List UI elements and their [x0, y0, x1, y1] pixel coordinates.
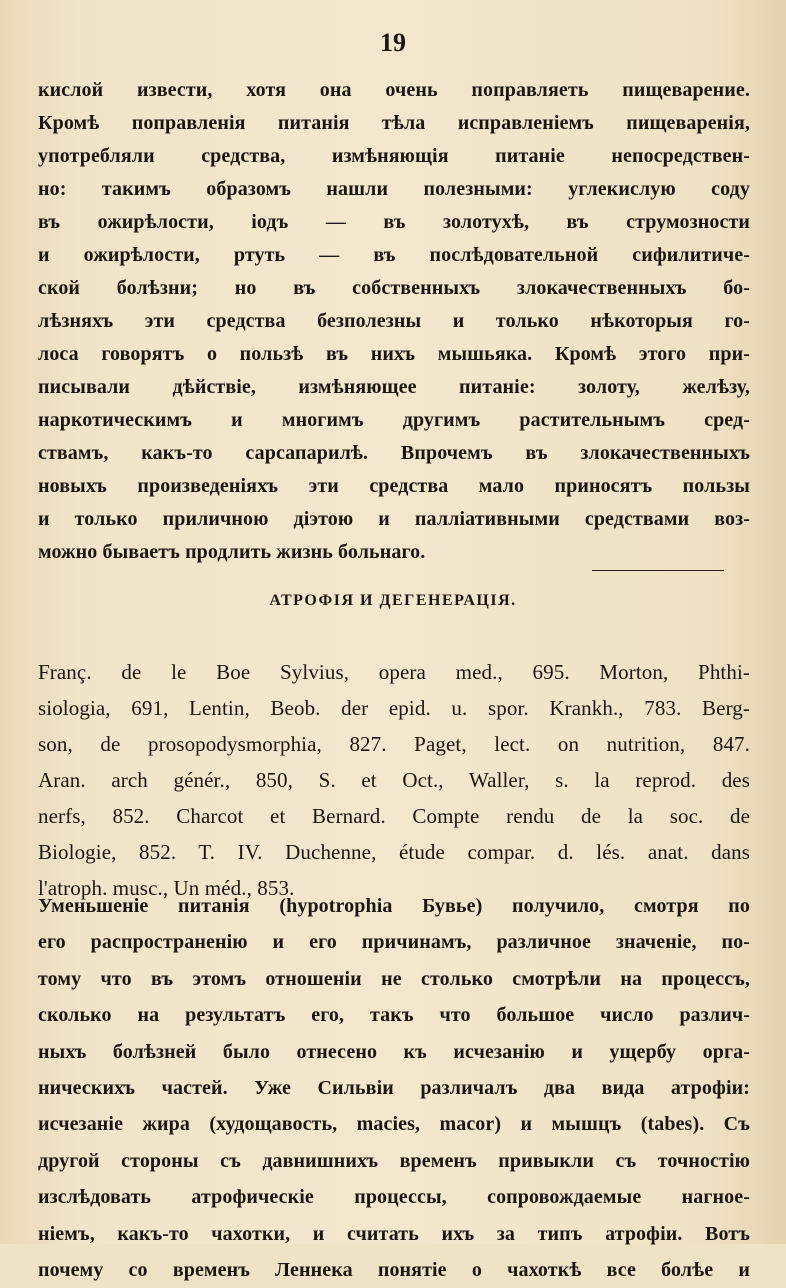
reference-line: son, de prosopodysmorphia, 827. Paget, lect. on nutrition, 847. [38, 732, 750, 756]
text-line: кислой извести, хотя она очень поправляеть пищеварение. [38, 79, 750, 101]
text-line: въ ожирѣлости, іодъ — въ золотухѣ, въ струмозности [38, 211, 750, 233]
text-line: наркотическимъ и многимъ другимъ растительнымъ сред- [38, 409, 750, 431]
text-line: его распространенію и его причинамъ, различное значеніе, по- [38, 931, 750, 954]
reference-line: nerfs, 852. Charcot et Bernard. Compte rendu de la soc. de [38, 804, 750, 828]
text-line: и ожирѣлости, ртуть — въ послѣдовательной сифилитиче- [38, 244, 750, 266]
text-line: писывали дѣйствіе, измѣняющее питаніе: золоту, желѣзу, [38, 376, 750, 398]
text-line: можно бываетъ продлить жизнь больнаго. [38, 541, 426, 563]
text-line: ныхъ болѣзней было отнесено къ исчезанію и ущербу орга- [38, 1040, 750, 1063]
reference-line: l'atroph. musc., Un méd., 853. [38, 876, 295, 900]
text-line: другой стороны съ давнишнихъ временъ привыкли съ точностію [38, 1149, 750, 1172]
reference-line: siologia, 691, Lentin, Beob. der epid. u. spor. Krankh., 783. Berg- [38, 696, 750, 720]
section-divider [592, 570, 724, 571]
text-line: ніемъ, какъ-то чахотки, и считать ихъ за типъ атрофіи. Вотъ [38, 1222, 750, 1245]
text-line: тому что въ этомъ отношеніи не столько смотрѣли на процессъ, [38, 967, 750, 990]
page-number: 19 [380, 28, 406, 57]
text-line: ской болѣзни; но въ собственныхъ злокачественныхъ бо- [38, 277, 750, 299]
text-line: исчезаніе жира (худощавость, macies, macor) и мышцъ (tabes). Съ [38, 1113, 750, 1136]
text-line: употребляли средства, измѣняющія питаніе непосредствен- [38, 145, 750, 167]
reference-line: Biologie, 852. T. IV. Duchenne, étude compar. d. lés. anat. dans [38, 840, 750, 864]
text-line: сколько на результатъ его, такъ что большое число различ- [38, 1004, 750, 1027]
text-line: ствамъ, какъ-то сарсапарилѣ. Впрочемъ въ злокачественныхъ [38, 442, 750, 464]
text-line: лѣзняхъ эти средства безполезны и только нѣкоторыя го- [38, 310, 750, 332]
section-heading: АТРОФІЯ И ДЕГЕНЕРАЦІЯ. [269, 592, 517, 609]
paragraph-therapy [38, 74, 750, 569]
text-line: и только приличною діэтою и паллiативными средствами воз- [38, 508, 750, 530]
reference-line: Franç. de le Boe Sylvius, opera med., 695. Morton, Phthi- [38, 660, 750, 684]
text-line: лоса говорятъ о пользѣ въ нихъ мышьяка. Кромѣ этого при- [38, 343, 750, 365]
references-block [38, 654, 750, 906]
text-line: Уменьшеніе питанія (hypotrophia Бувье) получило, смотря по [38, 895, 750, 917]
text-line: но: такимъ образомъ нашли полезными: углекислую соду [38, 178, 750, 200]
text-line: новыхъ произведеніяхъ эти средства мало приносятъ пользы [38, 475, 750, 497]
text-line: Кромѣ поправленія питанія тѣла исправленіемъ пищеваренія, [38, 112, 750, 134]
paragraph-atrophy [38, 888, 750, 1288]
text-line: почему со временъ Леннека понятіе о чахоткѣ все болѣе и [38, 1258, 750, 1281]
text-line: изслѣдовать атрофическіе процессы, сопровождаемые нагное- [38, 1186, 750, 1209]
text-line: ническихъ частей. Уже Сильвіи различалъ два вида атрофіи: [38, 1076, 750, 1099]
reference-line: Aran. arch génér., 850, S. et Oct., Waller, s. la reprod. des [38, 768, 750, 792]
